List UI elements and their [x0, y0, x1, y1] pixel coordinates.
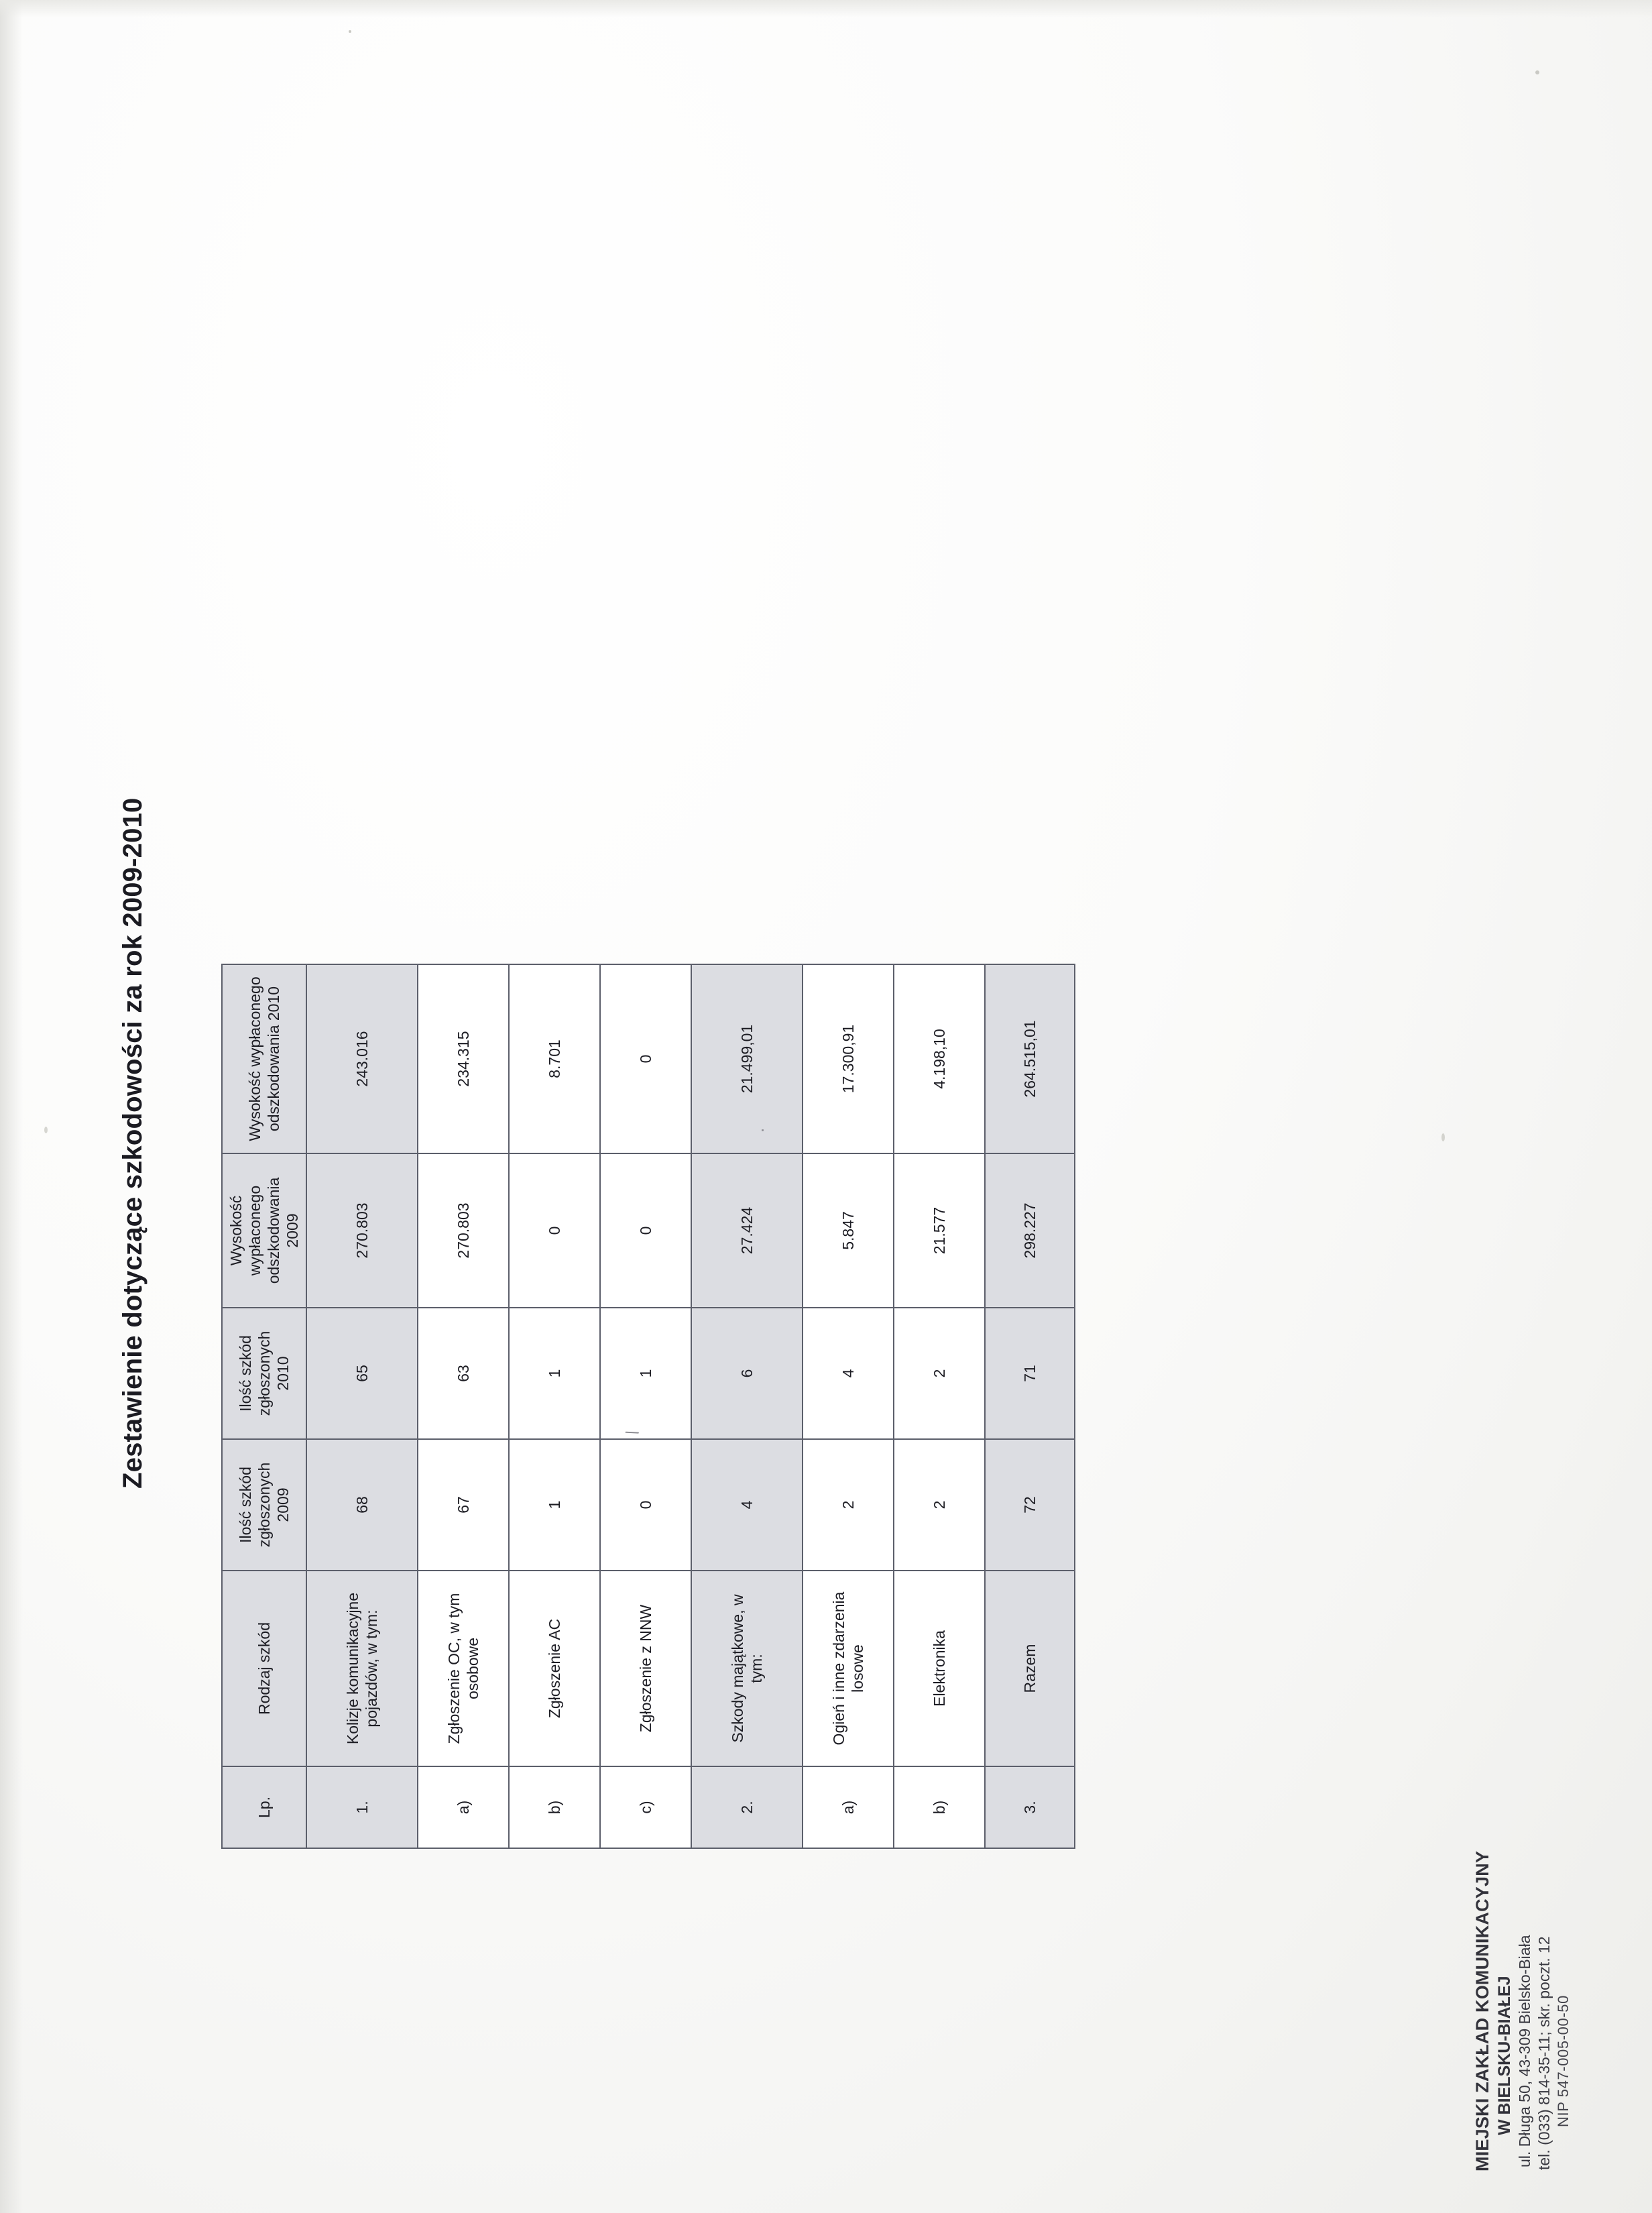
table-row	[894, 964, 985, 1848]
row-count-2010: 2	[894, 1308, 985, 1439]
row-value-2009: 21.577	[894, 1153, 985, 1308]
table-row	[691, 964, 803, 1848]
row-lp: 2.	[691, 1766, 803, 1848]
row-count-2009: 4	[691, 1439, 803, 1571]
row-value-2009: 27.424	[691, 1153, 803, 1308]
row-value-2010: 21.499,01	[691, 964, 803, 1153]
row-kind: Kolizje komunikacyjne pojazdów, w tym:	[306, 1571, 418, 1766]
stamp-line-nip: NIP 547-005-00-50	[1554, 1995, 1572, 2127]
row-value-2009: 270.803	[306, 1153, 418, 1308]
scan-pencil-mark: .	[747, 1127, 768, 1135]
row-count-2010: 6	[691, 1308, 803, 1439]
column-header-value-2009: Wysokość wypłaconego odszkodowania 2009	[222, 1153, 306, 1308]
row-value-2009: 298.227	[985, 1153, 1075, 1308]
row-count-2009: 72	[985, 1439, 1075, 1571]
row-kind: Razem	[985, 1571, 1075, 1766]
row-count-2010: 71	[985, 1308, 1075, 1439]
row-count-2009: 0	[600, 1439, 691, 1571]
table-row	[600, 964, 691, 1848]
row-lp: 1.	[306, 1766, 418, 1848]
row-value-2010: 243.016	[306, 964, 418, 1153]
row-value-2010: 0	[600, 964, 691, 1153]
row-lp: a)	[803, 1766, 894, 1848]
column-header-lp: Lp.	[222, 1766, 306, 1848]
row-value-2009: 270.803	[418, 1153, 509, 1308]
stamp-line-phone: tel. (033) 814-35-11; skr. poczt. 12	[1535, 1936, 1553, 2170]
stamp-line-city: W BIELSKU-BIAŁEJ	[1494, 1976, 1514, 2135]
row-lp: b)	[894, 1766, 985, 1848]
row-kind: Ogień i inne zdarzenia losowe	[803, 1571, 894, 1766]
row-count-2009: 68	[306, 1439, 418, 1571]
table-header-row	[222, 964, 306, 1848]
row-value-2009: 0	[600, 1153, 691, 1308]
table-row	[509, 964, 600, 1848]
row-count-2009: 2	[894, 1439, 985, 1571]
table-row	[803, 964, 894, 1848]
row-count-2009: 2	[803, 1439, 894, 1571]
row-count-2010: 65	[306, 1308, 418, 1439]
row-count-2009: 67	[418, 1439, 509, 1571]
column-header-value-2010: Wysokość wypłaconego odszkodowania 2010	[222, 964, 306, 1153]
row-kind: Elektronika	[894, 1571, 985, 1766]
table-row	[306, 964, 418, 1848]
table-row	[418, 964, 509, 1848]
company-stamp	[1472, 1851, 1572, 2171]
row-value-2010: 234.315	[418, 964, 509, 1153]
row-value-2010: 17.300,91	[803, 964, 894, 1153]
row-value-2009: 0	[509, 1153, 600, 1308]
page-title: Zestawienie dotyczące szkodowości za rok 2009-2010	[118, 797, 148, 1489]
column-header-count-2009: Ilość szkód zgłoszonych 2009	[222, 1439, 306, 1571]
row-count-2010: 1	[509, 1308, 600, 1439]
row-lp: 3.	[985, 1766, 1075, 1848]
scan-pencil-mark: \	[622, 1427, 643, 1438]
row-count-2009: 1	[509, 1439, 600, 1571]
row-kind: Zgłoszenie AC	[509, 1571, 600, 1766]
table-row-total	[985, 964, 1075, 1848]
row-value-2010: 8.701	[509, 964, 600, 1153]
row-lp: a)	[418, 1766, 509, 1848]
column-header-kind: Rodzaj szkód	[222, 1571, 306, 1766]
row-lp: c)	[600, 1766, 691, 1848]
damage-summary-table	[221, 964, 1075, 1849]
row-value-2009: 5.847	[803, 1153, 894, 1308]
row-lp: b)	[509, 1766, 600, 1848]
row-kind: Zgłoszenie OC, w tym osobowe	[418, 1571, 509, 1766]
row-kind: Zgłoszenie z NNW	[600, 1571, 691, 1766]
stamp-line-address: ul. Długa 50, 43-309 Bielsko-Biała	[1516, 1935, 1533, 2167]
row-count-2010: 4	[803, 1308, 894, 1439]
row-value-2010: 4.198,10	[894, 964, 985, 1153]
row-count-2010: 63	[418, 1308, 509, 1439]
row-kind: Szkody majątkowe, w tym:	[691, 1571, 803, 1766]
damage-summary-table-wrapper	[221, 964, 1075, 1849]
column-header-count-2010: Ilość szkód zgłoszonych 2010	[222, 1308, 306, 1439]
row-value-2010: 264.515,01	[985, 964, 1075, 1153]
row-count-2010: 1	[600, 1308, 691, 1439]
stamp-line-company: MIEJSKI ZAKŁAD KOMUNIKACYJNY	[1472, 1850, 1492, 2171]
